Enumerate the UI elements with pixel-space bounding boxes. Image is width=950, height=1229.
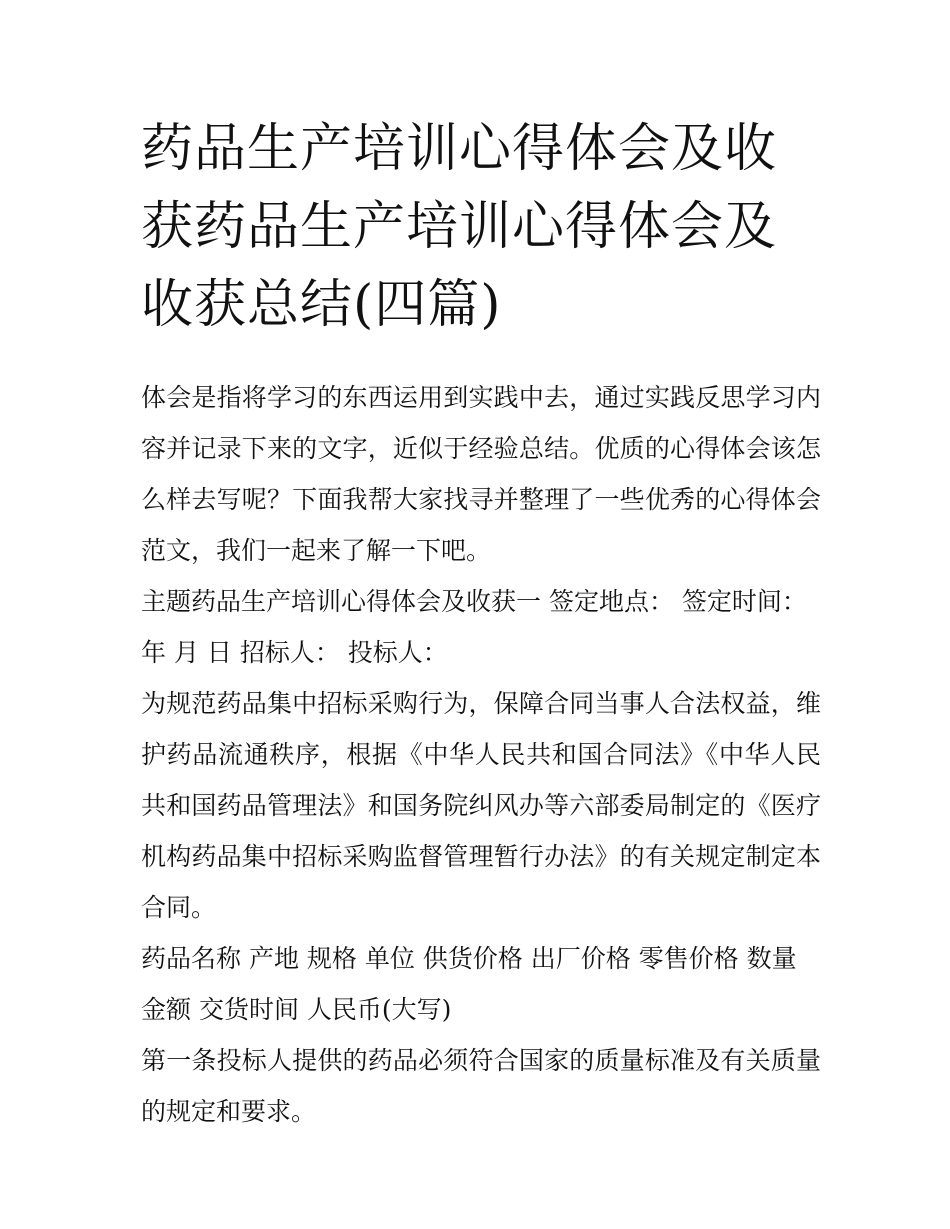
document-body: [141, 372, 821, 1137]
document-title: 药品生产培训心得体会及收获药品生产培训心得体会及收获总结(四篇): [141, 119, 778, 335]
contract-date-parties-line: 年 月 日 招标人： 投标人：: [141, 638, 448, 667]
contract-preamble-paragraph: 为规范药品集中招标采购行为，保障合同当事人合法权益，维护药品流通秩序，根据《中华人民共和国合同法》《中华人民共和国药品管理法》和国务院纠风办等六部委局制定的《医疗机构药品集中招标采购监督管理暂行办法》的有关规定制定本合同。: [141, 689, 821, 922]
contract-header-line: 主题药品生产培训心得体会及收获一 签定地点： 签定时间：: [141, 587, 807, 616]
drug-table-fields-line: 药品名称 产地 规格 单位 供货价格 出厂价格 零售价格 数量: [141, 944, 797, 973]
amount-fields-line: 金额 交货时间 人民币(大写): [141, 995, 452, 1024]
article-one-paragraph: 第一条投标人提供的药品必须符合国家的质量标准及有关质量的规定和要求。: [141, 1046, 821, 1126]
intro-paragraph: 体会是指将学习的东西运用到实践中去，通过实践反思学习内容并记录下来的文字，近似于经验总结。优质的心得体会该怎么样去写呢？下面我帮大家找寻并整理了一些优秀的心得体会范文，我们一起来了解一下吧。: [141, 383, 821, 565]
document-page: [141, 110, 821, 1137]
